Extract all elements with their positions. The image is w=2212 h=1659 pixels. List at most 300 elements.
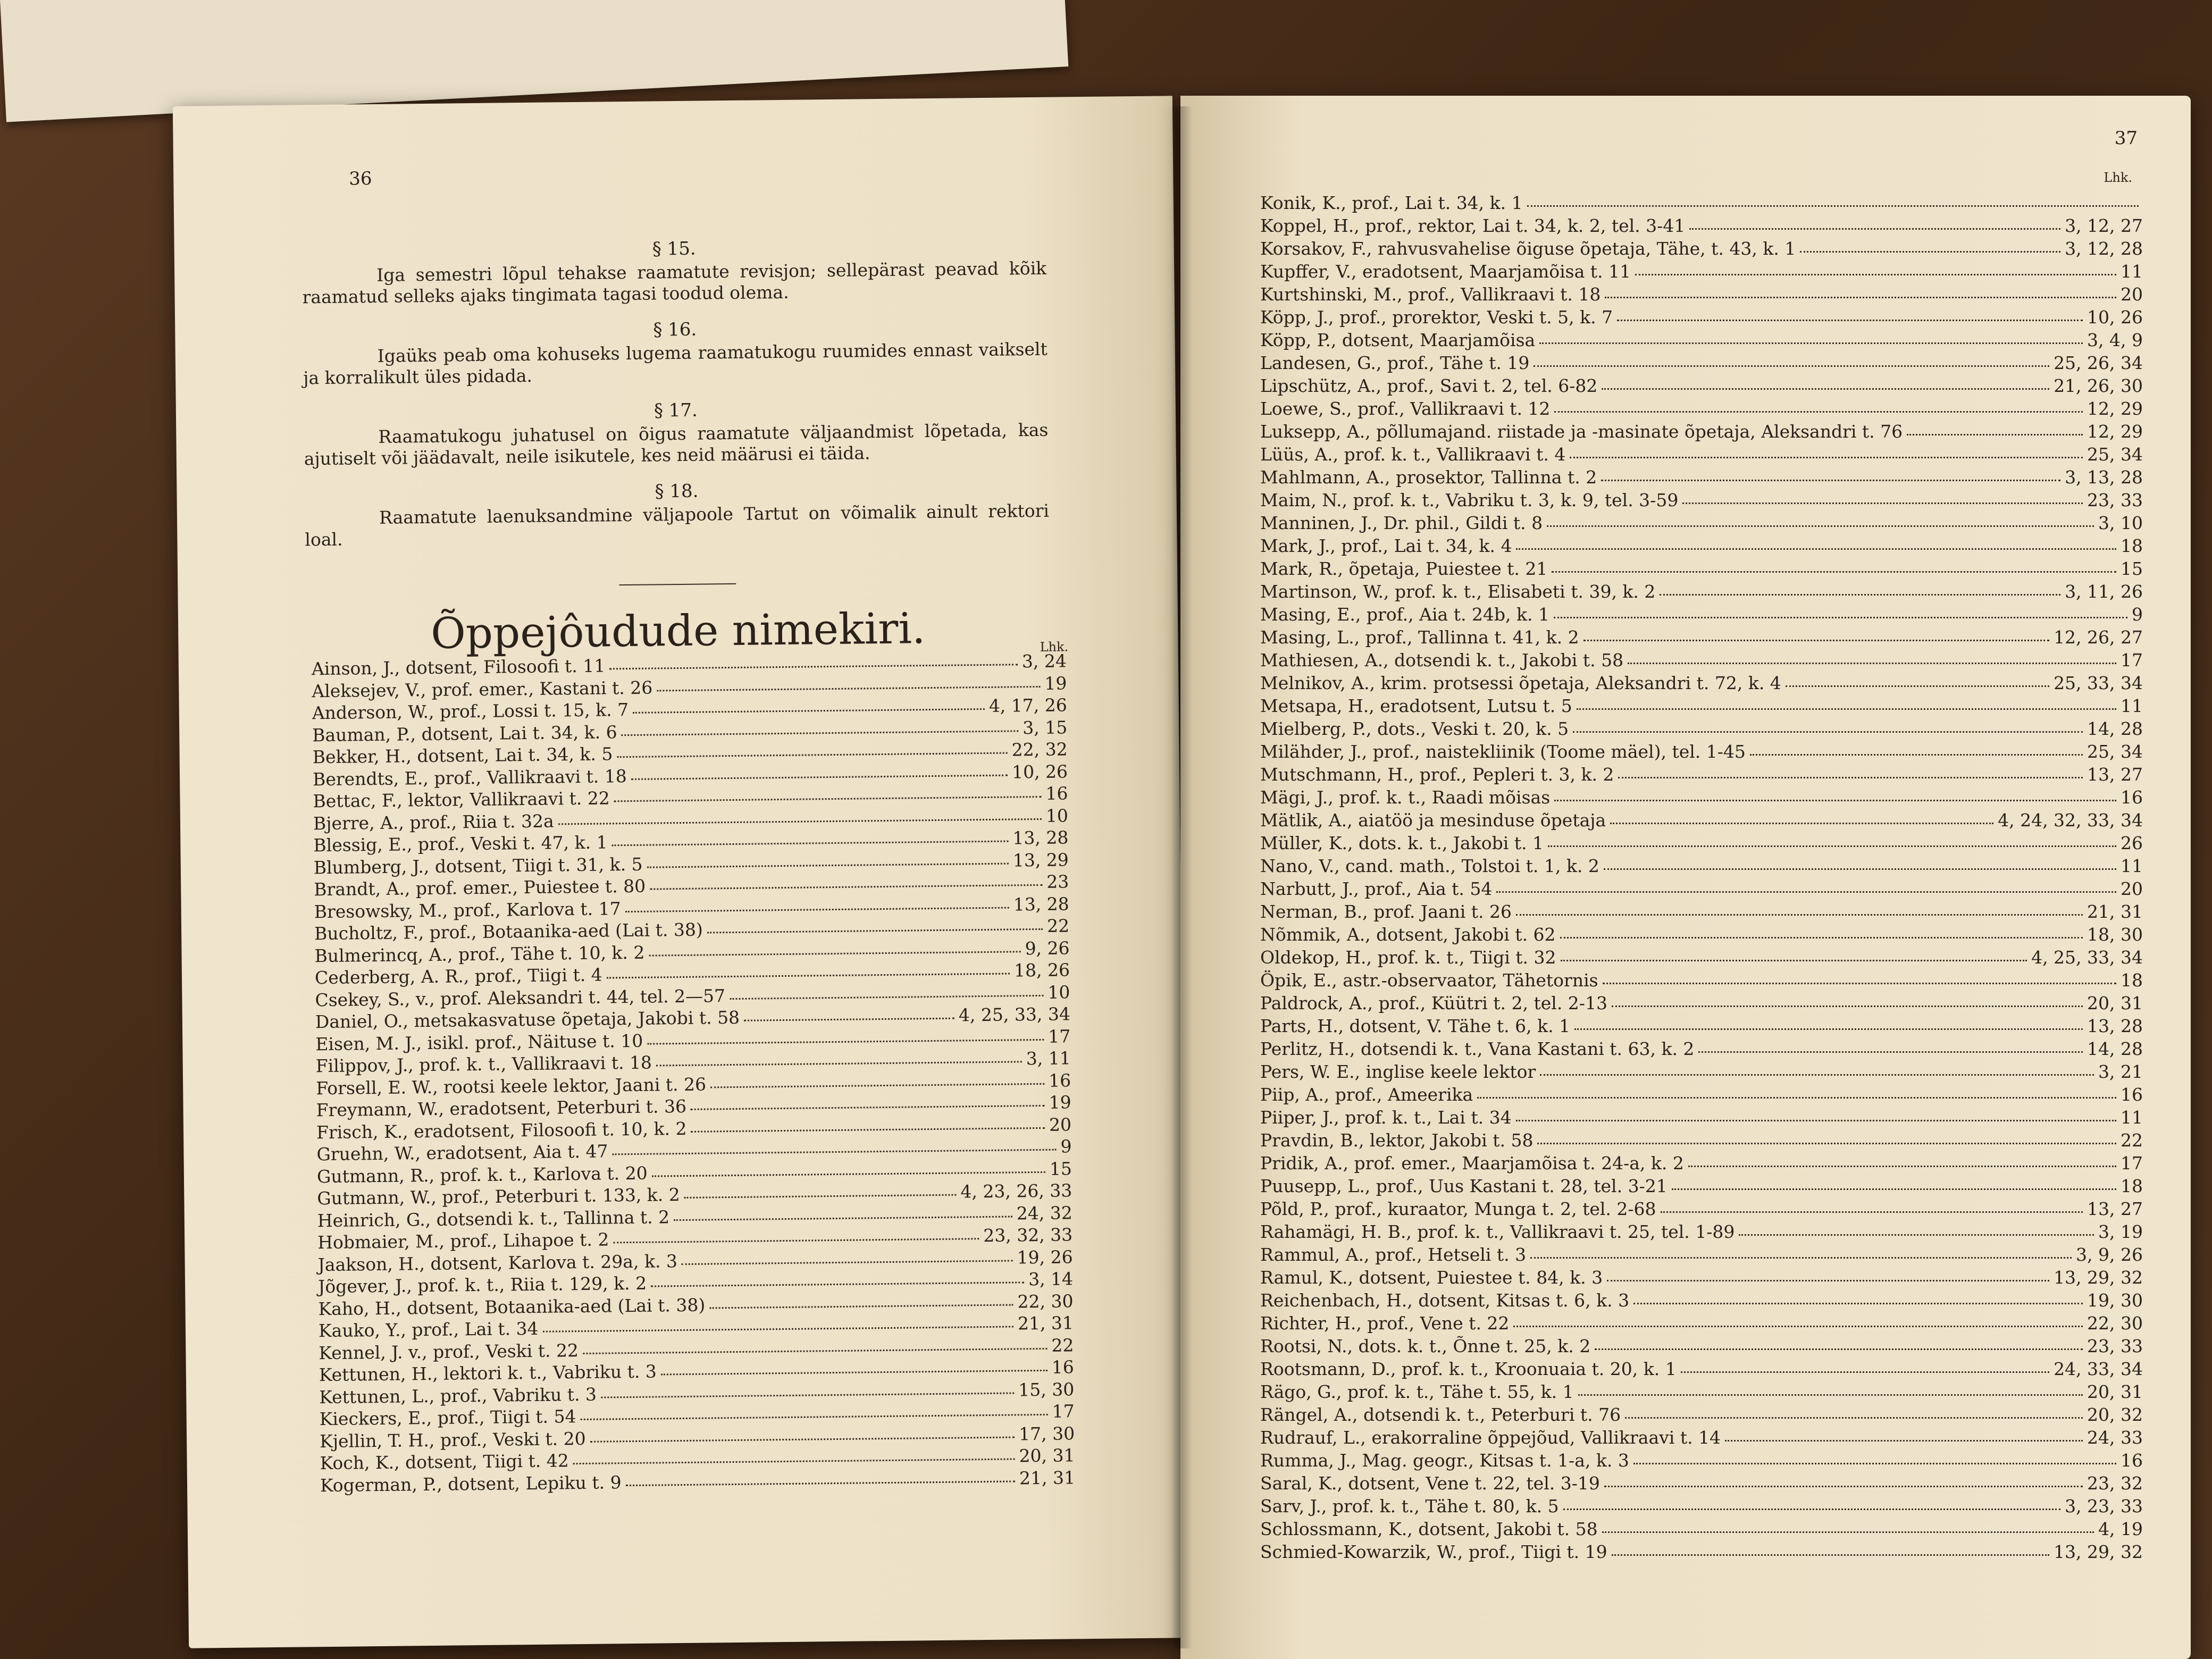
entry-pages: 18 xyxy=(2121,1176,2143,1196)
entry-pages: 3, 11, 26 xyxy=(2065,581,2143,602)
dot-leader xyxy=(1612,1548,2049,1556)
dot-leader xyxy=(1786,679,2049,687)
entry-pages: 22 xyxy=(2121,1130,2143,1151)
dot-leader xyxy=(1698,1045,2083,1053)
entry-name: Bettac, F., lektor, Vallikraavi t. 22 xyxy=(313,787,610,812)
entry-pages: 16 xyxy=(2121,1084,2143,1105)
entry-name: Heinrich, G., dotsendi k. t., Tallinna t. 2 xyxy=(317,1206,670,1231)
entry-pages: 13, 27 xyxy=(2087,1199,2143,1219)
entry-pages: 3, 9, 26 xyxy=(2076,1244,2143,1265)
entry-pages: 10, 26 xyxy=(1011,760,1068,782)
entry-pages: 13, 29 xyxy=(1012,849,1069,870)
dot-leader xyxy=(1516,908,2083,916)
list-item xyxy=(1260,1220,2143,1243)
library-rules xyxy=(301,220,1051,676)
entry-pages: 16 xyxy=(2121,787,2143,808)
list-item xyxy=(1260,763,2143,786)
entry-name: Bucholtz, F., prof., Botaanika-aed (Lai t. 38) xyxy=(314,919,703,944)
entry-name: Aleksejev, V., prof. emer., Kastani t. 26 xyxy=(312,677,653,701)
entry-pages: 17 xyxy=(1048,1025,1071,1047)
entry-pages: 17, 30 xyxy=(1018,1422,1075,1444)
entry-pages: 26 xyxy=(2121,833,2143,853)
entry-pages: 9 xyxy=(2132,604,2143,625)
list-item xyxy=(1260,1335,2143,1358)
list-item xyxy=(1260,1197,2143,1220)
entry-name: Gruehn, W., eradotsent, Aia t. 47 xyxy=(316,1141,608,1165)
dot-leader xyxy=(1672,1182,2116,1190)
list-item xyxy=(1260,397,2143,420)
rule-15 xyxy=(302,234,1047,308)
dot-leader xyxy=(1540,1068,2094,1076)
entry-pages: 3, 14 xyxy=(1028,1268,1074,1290)
entry-pages: 10, 26 xyxy=(2087,307,2143,328)
entry-pages: 4, 19 xyxy=(2098,1519,2143,1539)
entry-pages: 24, 32 xyxy=(1016,1202,1073,1224)
dot-leader xyxy=(1628,656,2116,664)
entry-name: Filippov, J., prof. k. t., Vallikraavi t. 18 xyxy=(315,1052,652,1077)
entry-name: Rammul, A., prof., Hetseli t. 3 xyxy=(1260,1244,1527,1265)
entry-pages: 16 xyxy=(2121,1450,2143,1471)
entry-pages: 4, 25, 33, 34 xyxy=(2031,947,2143,968)
list-item xyxy=(1260,443,2143,466)
list-item xyxy=(1260,1380,2143,1403)
entry-name: Lüüs, A., prof. k. t., Vallikraavi t. 4 xyxy=(1260,444,1566,465)
dot-leader xyxy=(607,967,1010,979)
entry-pages: 18, 30 xyxy=(2087,924,2143,945)
entry-name: Kaho, H., dotsent, Botaanika-aed (Lai t. 38) xyxy=(318,1294,706,1319)
rule-18 xyxy=(304,477,1049,551)
dot-leader xyxy=(1530,1251,2072,1259)
list-item xyxy=(1260,1152,2143,1175)
dot-leader xyxy=(1601,473,2060,481)
entry-name: Koch, K., dotsent, Tiigi t. 42 xyxy=(320,1450,569,1474)
entry-pages: 20, 32 xyxy=(2087,1404,2143,1425)
list-item xyxy=(1260,489,2143,512)
list-item xyxy=(1260,1060,2143,1083)
list-item xyxy=(1260,466,2143,489)
dot-leader xyxy=(1750,748,2083,756)
entry-pages: 22, 30 xyxy=(1017,1290,1074,1312)
list-item xyxy=(1260,694,2143,717)
dot-leader xyxy=(617,746,1007,758)
entry-pages: 11 xyxy=(2121,261,2143,282)
dot-leader xyxy=(1660,588,2060,596)
entry-pages: 18 xyxy=(2121,535,2143,556)
dot-leader xyxy=(1570,450,2083,458)
entry-name: Luksepp, A., põllumajand. riistade ja -masinate õpetaja, Aleksandri t. 76 xyxy=(1260,421,1903,442)
entry-name: Nõmmik, A., dotsent, Jakobi t. 62 xyxy=(1260,924,1556,945)
dot-leader xyxy=(1516,542,2116,550)
dot-leader xyxy=(1688,1159,2116,1167)
dot-leader xyxy=(625,900,1009,912)
list-item xyxy=(1260,992,2143,1015)
dot-leader xyxy=(612,1143,1056,1155)
entry-name: Narbutt, J., prof., Aia t. 54 xyxy=(1260,878,1493,899)
entry-name: Paldrock, A., prof., Küütri t. 2, tel. 2-13 xyxy=(1260,993,1607,1013)
entry-name: Müller, K., dots. k. t., Jakobi t. 1 xyxy=(1260,833,1544,853)
entry-pages: 22 xyxy=(1046,915,1070,936)
entry-pages: 15 xyxy=(1049,1158,1073,1179)
list-item xyxy=(1260,1037,2143,1060)
section-divider xyxy=(619,583,736,585)
dot-leader xyxy=(650,878,1042,890)
list-item xyxy=(1260,512,2143,534)
entry-pages: 25, 34 xyxy=(2087,444,2143,465)
entry-name: Kauko, Y., prof., Lai t. 34 xyxy=(318,1318,539,1342)
list-item xyxy=(1260,214,2143,237)
entry-pages: 13, 29, 32 xyxy=(2054,1541,2143,1562)
list-item xyxy=(1260,1015,2143,1037)
dot-leader xyxy=(1563,1502,2060,1510)
rule-section-heading: § 16. xyxy=(653,319,697,341)
entry-pages: 12, 29 xyxy=(2087,421,2143,442)
entry-name: Eisen, M. J., isikl. prof., Näituse t. 10 xyxy=(315,1030,643,1054)
entry-name: Cederberg, A. R., prof., Tiigi t. 4 xyxy=(314,964,602,988)
dot-leader xyxy=(1595,1342,2083,1350)
entry-name: Masing, E., prof., Aia t. 24b, k. 1 xyxy=(1260,604,1550,625)
entry-pages: 21, 31 xyxy=(2087,901,2143,922)
list-item xyxy=(1260,877,2143,900)
list-item xyxy=(1260,1083,2143,1106)
entry-pages: 9, 26 xyxy=(1025,937,1070,959)
entry-name: Jõgever, J., prof. k. t., Riia t. 129, k. 2 xyxy=(317,1272,647,1297)
entry-pages: 25, 33, 34 xyxy=(2054,673,2143,693)
entry-name: Forsell, E. W., rootsi keele lektor, Jaani t. 26 xyxy=(316,1074,707,1099)
list-item xyxy=(1260,1243,2143,1266)
entry-name: Öpik, E., astr.-observaator, Tähetornis xyxy=(1260,970,1598,991)
entry-pages: 23, 32 xyxy=(2087,1473,2143,1494)
dot-leader xyxy=(682,1253,1013,1265)
entry-name: Reichenbach, H., dotsent, Kitsas t. 6, k. 3 xyxy=(1260,1290,1630,1311)
entry-pages: 15, 30 xyxy=(1018,1378,1075,1400)
dot-leader xyxy=(633,702,985,714)
list-item xyxy=(1260,306,2143,329)
dot-leader xyxy=(614,790,1042,802)
entry-pages: 3, 11 xyxy=(1026,1048,1071,1069)
entry-pages: 9 xyxy=(1060,1136,1072,1157)
dot-leader xyxy=(613,1231,979,1243)
entry-name: Puusepp, L., prof., Uus Kastani t. 28, tel. 3-21 xyxy=(1260,1176,1668,1196)
dot-leader xyxy=(625,1474,1015,1486)
entry-pages: 3, 23, 33 xyxy=(2065,1496,2143,1516)
entry-pages: 22 xyxy=(1051,1334,1074,1356)
entry-name: Bulmerincq, A., prof., Tähe t. 10, k. 2 xyxy=(314,942,645,966)
list-item xyxy=(1260,283,2143,306)
dot-leader xyxy=(1516,1113,2116,1121)
dot-leader xyxy=(707,922,1043,934)
entry-pages: 20 xyxy=(1049,1113,1072,1135)
list-item xyxy=(1260,1472,2143,1495)
dot-leader xyxy=(657,680,1040,692)
dot-leader xyxy=(656,1055,1022,1067)
entry-name: Mielberg, P., dots., Veski t. 20, k. 5 xyxy=(1260,718,1569,739)
entry-name: Kettunen, H., lektori k. t., Vabriku t. 3 xyxy=(319,1361,657,1386)
rule-section-heading: § 17. xyxy=(653,399,698,422)
dot-leader xyxy=(1513,1319,2083,1327)
entry-pages: 25, 34 xyxy=(2087,741,2143,762)
list-item xyxy=(1260,1266,2143,1289)
dot-leader xyxy=(1554,793,2116,801)
entry-name: Ramul, K., dotsent, Puiestee t. 84, k. 3 xyxy=(1260,1267,1603,1288)
dot-leader xyxy=(1539,336,2083,344)
entry-name: Csekey, S., v., prof. Aleksandri t. 44, tel. 2—57 xyxy=(315,985,726,1010)
entry-name: Ainson, J., dotsent, Filosoofi t. 11 xyxy=(311,655,606,680)
entry-name: Kennel, J. v., prof., Veski t. 22 xyxy=(319,1339,579,1363)
entry-pages: 18, 26 xyxy=(1013,959,1070,981)
entry-pages: 20 xyxy=(2121,878,2143,899)
dot-leader xyxy=(652,1165,1045,1177)
entry-pages: 23, 33 xyxy=(2087,1336,2143,1356)
dot-leader xyxy=(1537,1136,2116,1144)
rule-text: Iga semestri lõpul tehakse raamatute revisjon; sellepärast peavad kõik raamatud selleks ajaks tingimata tagasi toodud olema. xyxy=(302,257,1047,308)
entry-pages: 13, 28 xyxy=(2087,1016,2143,1036)
dot-leader xyxy=(1633,1296,2083,1304)
entry-pages: 23 xyxy=(1046,871,1069,892)
dot-leader xyxy=(1605,290,2116,298)
entry-pages: 19, 30 xyxy=(2087,1290,2143,1311)
list-item xyxy=(1260,1449,2143,1472)
list-item xyxy=(1260,1540,2143,1563)
entry-pages: 3, 19 xyxy=(2098,1221,2143,1242)
dot-leader xyxy=(1725,1434,2083,1442)
dot-leader xyxy=(1689,222,2060,230)
left-faculty-list xyxy=(312,650,1075,1496)
dot-leader xyxy=(1578,1388,2083,1396)
right-page-number: 37 xyxy=(2114,128,2138,149)
dot-leader xyxy=(583,1342,1048,1354)
entry-name: Blumberg, J., dotsent, Tiigi t. 31, k. 5 xyxy=(313,853,643,878)
dot-leader xyxy=(1527,199,2139,207)
entry-name: Frisch, K., eradotsent, Filosoofi t. 10, k. 2 xyxy=(316,1118,687,1143)
entry-name: Saral, K., dotsent, Vene t. 22, tel. 3-19 xyxy=(1260,1473,1600,1494)
dot-leader xyxy=(1635,267,2116,275)
entry-name: Milähder, J., prof., naistekliinik (Toome mäel), tel. 1-45 xyxy=(1260,741,1746,762)
left-page xyxy=(173,96,1188,1648)
entry-name: Schmied-Kowarzik, W., prof., Tiigi t. 19 xyxy=(1260,1541,1607,1562)
entry-name: Bekker, H., dotsent, Lai t. 34, k. 5 xyxy=(312,743,613,768)
rule-text: Raamatute laenuksandmine väljapoole Tartut on võimalik ainult rektori loal. xyxy=(305,500,1050,550)
entry-name: Nerman, B., prof. Jaani t. 26 xyxy=(1260,901,1512,922)
entry-name: Pers, W. E., inglise keele lektor xyxy=(1260,1061,1536,1082)
entry-pages: 18 xyxy=(2121,970,2143,991)
list-item xyxy=(1260,1312,2143,1335)
entry-name: Gutmann, R., prof. k. t., Karlova t. 20 xyxy=(316,1162,648,1187)
entry-name: Anderson, W., prof., Lossi t. 15, k. 7 xyxy=(312,699,629,724)
dot-leader xyxy=(1547,519,2094,527)
dot-leader xyxy=(744,1011,954,1021)
entry-name: Kieckers, E., prof., Tiigi t. 54 xyxy=(319,1406,576,1430)
entry-pages: 4, 24, 32, 33, 34 xyxy=(1998,810,2143,831)
dot-leader xyxy=(1574,1022,2083,1030)
dot-leader xyxy=(558,812,1042,825)
list-item xyxy=(1260,603,2143,626)
entry-name: Brandt, A., prof. emer., Puiestee t. 80 xyxy=(314,875,646,900)
entry-name: Hobmaier, M., prof., Lihapoe t. 2 xyxy=(317,1229,609,1253)
dot-leader xyxy=(1577,702,2116,710)
entry-name: Kupffer, V., eradotsent, Maarjamõisa t. 11 xyxy=(1260,261,1631,282)
dot-leader xyxy=(1477,1091,2116,1099)
entry-pages: 21, 26, 30 xyxy=(2054,375,2143,396)
entry-name: Jaakson, H., dotsent, Karlova t. 29a, k. 3 xyxy=(317,1250,678,1275)
entry-name: Melnikov, A., krim. protsessi õpetaja, Aleksandri t. 72, k. 4 xyxy=(1260,673,1781,693)
dot-leader xyxy=(1583,633,2049,641)
list-item xyxy=(1260,946,2143,969)
list-item xyxy=(1260,832,2143,854)
dot-leader xyxy=(1496,885,2116,893)
list-item xyxy=(1260,420,2143,443)
dot-leader xyxy=(730,988,1044,1000)
dot-leader xyxy=(710,1077,1044,1088)
entry-name: Masing, L., prof., Tallinna t. 41, k. 2 xyxy=(1260,627,1579,648)
entry-name: Schlossmann, K., dotsent, Jakobi t. 58 xyxy=(1260,1519,1598,1539)
entry-name: Martinson, W., prof. k. t., Elisabeti t. 39, k. 2 xyxy=(1260,581,1656,602)
entry-name: Rudrauf, L., erakorraline õppejõud, Vallikraavi t. 14 xyxy=(1260,1427,1721,1448)
entry-pages: 17 xyxy=(2121,650,2143,671)
dot-leader xyxy=(674,1209,1012,1221)
entry-name: Nano, V., cand. math., Tolstoi t. 1, k. 2 xyxy=(1260,856,1599,876)
entry-name: Korsakov, F., rahvusvahelise õiguse õpetaja, Tähe, t. 43, k. 1 xyxy=(1260,238,1796,259)
dot-leader xyxy=(1681,1365,2049,1373)
entry-pages: 4, 17, 26 xyxy=(988,694,1067,716)
list-item xyxy=(1260,1495,2143,1518)
entry-pages: 11 xyxy=(2121,1107,2143,1128)
dot-leader xyxy=(1607,1273,2049,1281)
entry-name: Köpp, P., dotsent, Maarjamõisa xyxy=(1260,330,1536,350)
list-item xyxy=(1260,374,2143,397)
dot-leader xyxy=(573,1452,1015,1465)
entry-name: Manninen, J., Dr. phil., Gildi t. 8 xyxy=(1260,513,1543,533)
list-item xyxy=(1260,557,2143,580)
dot-leader xyxy=(1548,839,2116,847)
dot-leader xyxy=(590,1430,1015,1442)
dot-leader xyxy=(1610,816,1993,824)
entry-name: Piiper, J., prof. k. t., Lai t. 34 xyxy=(1260,1107,1512,1128)
entry-name: Gutmann, W., prof., Peterburi t. 133, k. 2 xyxy=(317,1184,680,1209)
dot-leader xyxy=(1682,496,2083,504)
dot-leader xyxy=(1560,931,2083,939)
entry-pages: 20, 31 xyxy=(2087,993,2143,1013)
entry-pages: 10 xyxy=(1045,805,1069,826)
dot-leader xyxy=(1617,313,2083,321)
entry-name: Rumma, J., Mag. geogr., Kitsas t. 1-a, k. 3 xyxy=(1260,1450,1629,1471)
right-faculty-list xyxy=(1260,191,2143,1563)
entry-pages: 4, 25, 33, 34 xyxy=(958,1003,1071,1026)
entry-pages: 11 xyxy=(2121,856,2143,876)
list-item xyxy=(1260,1289,2143,1312)
dot-leader xyxy=(1534,359,2049,367)
list-item xyxy=(1260,1426,2143,1449)
rule-17 xyxy=(304,396,1049,470)
entry-name: Koppel, H., prof., rektor, Lai t. 34, k. 2, tel. 3-41 xyxy=(1260,215,1686,236)
entry-pages: 13, 29, 32 xyxy=(2054,1267,2143,1288)
dot-leader xyxy=(691,1121,1045,1133)
dot-leader xyxy=(1739,1228,2094,1236)
entry-name: Pridik, A., prof. emer., Maarjamõisa t. 24-a, k. 2 xyxy=(1260,1153,1684,1174)
entry-pages: 24, 33, 34 xyxy=(2054,1359,2143,1379)
list-item xyxy=(1260,900,2143,923)
dot-leader xyxy=(1800,245,2060,253)
list-item xyxy=(1260,717,2143,740)
dot-leader xyxy=(609,658,1018,670)
dot-leader xyxy=(1561,953,2027,961)
entry-name: Parts, H., dotsent, V. Tähe t. 6, k. 1 xyxy=(1260,1016,1571,1036)
dot-leader xyxy=(631,768,1008,780)
dot-leader xyxy=(1612,999,2083,1007)
rule-text: Raamatukogu juhatusel on õigus raamatute väljaandmist lõpetada, kas ajutiselt või jäädavalt, neile isikutele, kes neid määrusi ei täida. xyxy=(304,419,1049,470)
list-title: Õppejôudude nimekiri. xyxy=(430,604,926,658)
entry-pages: 3, 4, 9 xyxy=(2087,330,2143,350)
entry-pages: 3, 13, 28 xyxy=(2065,467,2143,488)
right-page xyxy=(1180,96,2191,1659)
entry-name: Mahlmann, A., prosektor, Tallinna t. 2 xyxy=(1260,467,1597,488)
entry-name: Mathiesen, A., dotsendi k. t., Jakobi t. 58 xyxy=(1260,650,1624,671)
entry-name: Bresowsky, M., prof., Karlova t. 17 xyxy=(314,898,621,922)
entry-pages: 12, 26, 27 xyxy=(2054,627,2143,648)
entry-name: Sarv, J., prof. k. t., Tähe t. 80, k. 5 xyxy=(1260,1496,1559,1516)
dot-leader xyxy=(647,856,1008,868)
entry-pages: 14, 28 xyxy=(2087,718,2143,739)
entry-pages: 13, 28 xyxy=(1013,893,1069,915)
entry-pages: 3, 21 xyxy=(2098,1061,2143,1082)
entry-name: Rängel, A., dotsendi k. t., Peterburi t. 76 xyxy=(1260,1404,1621,1425)
dot-leader xyxy=(661,1363,1048,1376)
entry-pages: 21, 31 xyxy=(1017,1312,1074,1334)
entry-name: Kogerman, P., dotsent, Lepiku t. 9 xyxy=(320,1471,622,1496)
list-item xyxy=(1260,191,2143,214)
entry-pages: 21, 31 xyxy=(1019,1467,1076,1488)
list-item xyxy=(1260,1518,2143,1540)
entry-pages: 23, 32, 33 xyxy=(983,1224,1073,1246)
dot-leader xyxy=(647,1033,1044,1045)
list-item xyxy=(1260,969,2143,992)
entry-name: Metsapa, H., eradotsent, Lutsu t. 5 xyxy=(1260,696,1572,716)
dot-leader xyxy=(622,724,1019,736)
entry-name: Piip, A., prof., Ameerika xyxy=(1260,1084,1473,1105)
list-item xyxy=(1260,237,2143,260)
dot-leader xyxy=(1604,1479,2083,1487)
right-page-lhk-label: Lhk. xyxy=(2104,170,2132,185)
entry-pages: 16 xyxy=(1045,783,1068,804)
entry-pages: 22, 30 xyxy=(2087,1313,2143,1334)
entry-name: Mark, R., õpetaja, Puiestee t. 21 xyxy=(1260,558,1548,579)
entry-name: Oldekop, H., prof. k. t., Tiigi t. 32 xyxy=(1260,947,1556,968)
entry-pages: 24, 33 xyxy=(2087,1427,2143,1448)
entry-pages: 3, 15 xyxy=(1023,716,1068,738)
list-item xyxy=(1260,854,2143,877)
entry-pages: 3, 24 xyxy=(1021,650,1067,672)
dot-leader xyxy=(1602,1525,2094,1533)
entry-name: Pravdin, B., lektor, Jakobi t. 58 xyxy=(1260,1130,1534,1151)
list-item xyxy=(1260,626,2143,649)
entry-name: Bauman, P., dotsent, Lai t. 34, k. 6 xyxy=(312,721,617,745)
entry-pages: 19 xyxy=(1044,672,1067,694)
book-spine xyxy=(1171,106,1192,1648)
entry-pages: 16 xyxy=(1048,1069,1071,1091)
entry-name: Berendts, E., prof., Vallikraavi t. 18 xyxy=(312,765,627,790)
entry-name: Lipschütz, A., prof., Savi t. 2, tel. 6-82 xyxy=(1260,375,1598,396)
entry-name: Maim, N., prof. k. t., Vabriku t. 3, k. 9, tel. 3-59 xyxy=(1260,490,1679,510)
entry-pages: 23, 33 xyxy=(2087,490,2143,510)
entry-pages: 19, 26 xyxy=(1017,1246,1073,1268)
dot-leader xyxy=(1573,725,2083,733)
list-item xyxy=(1260,740,2143,763)
entry-pages: 13, 28 xyxy=(1012,827,1069,849)
open-book xyxy=(181,96,2201,1659)
entry-name: Blessig, E., prof., Veski t. 47, k. 1 xyxy=(313,832,608,856)
entry-pages: 16 xyxy=(1051,1356,1074,1378)
list-item xyxy=(1260,923,2143,946)
rule-section-heading: § 15. xyxy=(652,238,696,260)
